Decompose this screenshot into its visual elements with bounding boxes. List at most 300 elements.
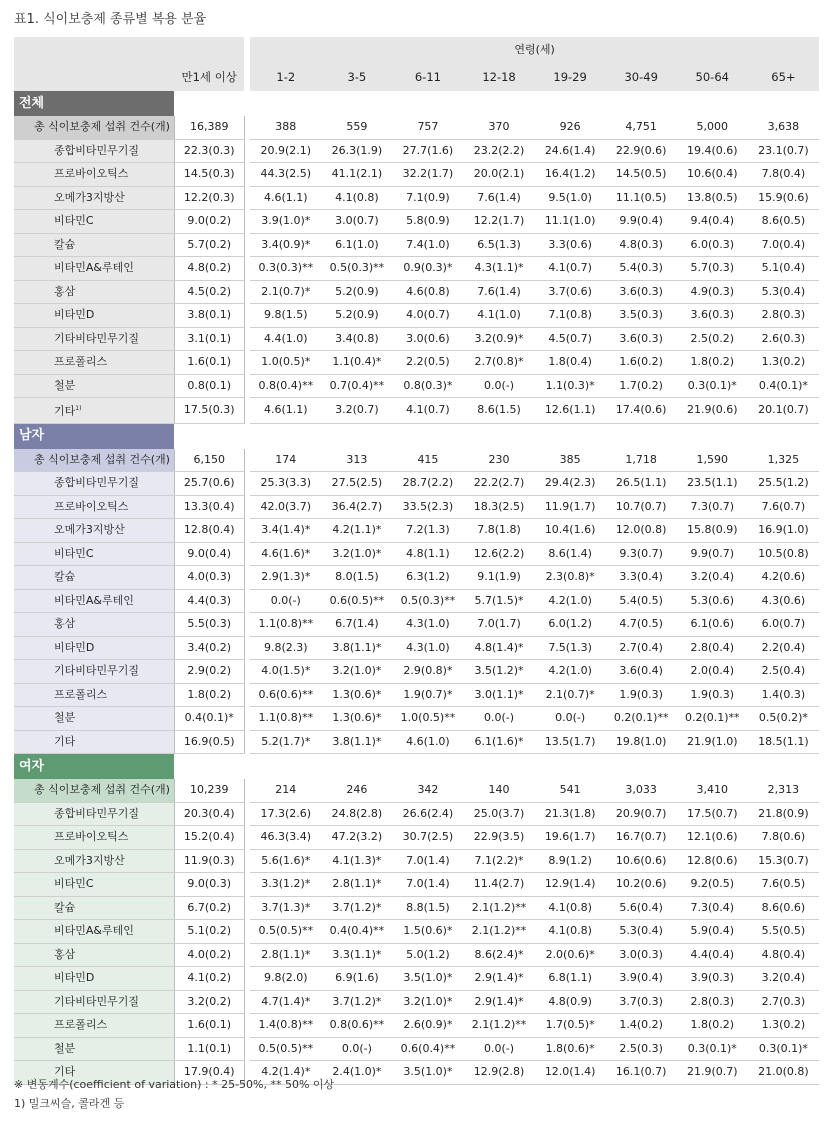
table-cell: 10.2(0.6) [606, 873, 677, 897]
table-row [14, 730, 819, 754]
table-cell: 926 [535, 116, 606, 139]
table-cell: 28.7(2.2) [392, 472, 463, 496]
table-cell: 0.5(0.5)** [250, 1037, 321, 1061]
table-row [14, 896, 819, 920]
table-cell: 0.0(-) [535, 707, 606, 731]
table-cell: 4.6(1.6)* [250, 542, 321, 566]
table-cell: 3.6(0.4) [606, 660, 677, 684]
table-cell: 4.1(0.2) [174, 967, 244, 991]
table-cell: 21.8(0.9) [748, 802, 819, 826]
table-cell: 3.5(0.3) [606, 304, 677, 328]
table-row [14, 660, 819, 684]
table-cell: 313 [321, 449, 392, 472]
table-cell: 3.6(0.3) [606, 327, 677, 351]
row-label [14, 186, 174, 210]
table-cell: 4.8(1.4)* [463, 636, 534, 660]
table-cell: 3.4(0.2) [174, 636, 244, 660]
table-cell: 7.1(0.8) [535, 304, 606, 328]
row-label-text: 철분 [54, 1041, 76, 1055]
row-label [14, 398, 174, 424]
table-cell: 1.3(0.6)* [321, 707, 392, 731]
table-cell: 4,751 [606, 116, 677, 139]
table-cell: 5.6(0.4) [606, 896, 677, 920]
table-cell: 1.1(0.1) [174, 1037, 244, 1061]
table-cell: 17.4(0.6) [606, 398, 677, 424]
table-cell: 2.8(0.4) [677, 636, 748, 660]
row-label [14, 990, 174, 1014]
table-cell: 385 [535, 449, 606, 472]
table-cell: 46.3(3.4) [250, 826, 321, 850]
section-header-row [14, 91, 819, 116]
table-cell: 0.0(-) [250, 589, 321, 613]
table-cell: 3.3(1.2)* [250, 873, 321, 897]
row-label [14, 589, 174, 613]
table-cell: 3.1(0.1) [174, 327, 244, 351]
table-cell: 11.9(0.3) [174, 849, 244, 873]
table-cell: 1.8(0.2) [677, 1014, 748, 1038]
table-cell: 9.0(0.3) [174, 873, 244, 897]
table-cell: 2.9(0.8)* [392, 660, 463, 684]
table-cell: 6.1(0.6) [677, 613, 748, 637]
table-cell: 4.2(1.1)* [321, 519, 392, 543]
table-cell: 4.3(1.1)* [463, 257, 534, 281]
table-cell: 5.2(1.7)* [250, 730, 321, 754]
table-cell: 1.1(0.8)** [250, 613, 321, 637]
table-cell: 4.7(0.5) [606, 613, 677, 637]
table-cell: 4.2(1.4)* [250, 1061, 321, 1085]
table-row [14, 826, 819, 850]
table-cell: 9.9(0.4) [606, 210, 677, 234]
table-cell: 0.0(-) [321, 1037, 392, 1061]
table-cell: 17.3(2.6) [250, 802, 321, 826]
table-cell: 7.0(1.7) [463, 613, 534, 637]
table-cell: 2.3(0.8)* [535, 566, 606, 590]
table-cell: 3.0(0.6) [392, 327, 463, 351]
table-cell: 2.9(1.3)* [250, 566, 321, 590]
table-cell: 15.9(0.6) [748, 186, 819, 210]
table-row [14, 566, 819, 590]
table-row [14, 943, 819, 967]
table-cell: 26.6(2.4) [392, 802, 463, 826]
table-cell: 5.7(1.5)* [463, 589, 534, 613]
table-cell: 1,590 [677, 449, 748, 472]
row-label [14, 566, 174, 590]
table-cell: 16.9(1.0) [748, 519, 819, 543]
table-cell: 0.2(0.1)** [677, 707, 748, 731]
table-cell: 4.3(1.0) [392, 613, 463, 637]
table-cell: 24.8(2.8) [321, 802, 392, 826]
table-cell: 6.0(1.2) [535, 613, 606, 637]
row-label [14, 779, 174, 802]
table-cell: 559 [321, 116, 392, 139]
table-cell: 12.0(1.4) [535, 1061, 606, 1085]
row-label-text: 총 식이보충제 섭취 건수(개) [34, 783, 170, 797]
table-cell: 7.1(2.2)* [463, 849, 534, 873]
table-cell: 6.7(1.4) [321, 613, 392, 637]
table-cell: 1,325 [748, 449, 819, 472]
table-cell: 22.9(0.6) [606, 139, 677, 163]
table-cell: 16.1(0.7) [606, 1061, 677, 1085]
table-cell: 6.0(0.7) [748, 613, 819, 637]
table-cell: 7.0(1.4) [392, 873, 463, 897]
table-cell: 4.8(0.9) [535, 990, 606, 1014]
table-cell: 3.0(1.1)* [463, 683, 534, 707]
row-label-text: 기타 [54, 404, 76, 418]
column-header: 1-2 [250, 63, 321, 91]
table-cell: 214 [250, 779, 321, 802]
table-cell: 3.3(1.1)* [321, 943, 392, 967]
table-cell: 6.5(1.3) [463, 233, 534, 257]
table-cell: 6,150 [174, 449, 244, 472]
table-row [14, 327, 819, 351]
row-label-text: 비타민D [54, 308, 95, 322]
row-label [14, 495, 174, 519]
table-cell: 0.3(0.1)* [748, 1037, 819, 1061]
table-cell: 174 [250, 449, 321, 472]
table-cell: 20.1(0.7) [748, 398, 819, 424]
table-cell: 6.7(0.2) [174, 896, 244, 920]
table-cell: 3,410 [677, 779, 748, 802]
table-cell: 16.4(1.2) [535, 163, 606, 187]
row-label-text: 오메가3지방산 [54, 523, 125, 537]
row-label [14, 873, 174, 897]
table-cell: 4.1(1.0) [463, 304, 534, 328]
table-cell: 7.0(0.4) [748, 233, 819, 257]
table-row [14, 186, 819, 210]
row-label [14, 472, 174, 496]
table-cell: 17.5(0.3) [174, 398, 244, 424]
row-label-text: 기타 [54, 734, 76, 748]
table-cell: 8.6(2.4)* [463, 943, 534, 967]
row-label-text: 기타비타민무기질 [54, 994, 140, 1008]
column-header: 65+ [748, 63, 819, 91]
table-cell: 0.8(0.1) [174, 374, 244, 398]
row-label-text: 비타민C [54, 214, 94, 228]
table-cell: 3.3(0.4) [606, 566, 677, 590]
row-label [14, 116, 174, 139]
table-cell: 5.3(0.6) [677, 589, 748, 613]
section-1 [14, 423, 819, 754]
table-cell: 9.8(1.5) [250, 304, 321, 328]
row-label-text: 비타민A&루테인 [54, 261, 134, 275]
row-label-text: 오메가3지방산 [54, 190, 125, 204]
table-cell: 2.6(0.9)* [392, 1014, 463, 1038]
table-cell: 7.6(1.4) [463, 186, 534, 210]
table-cell: 12.0(0.8) [606, 519, 677, 543]
table-cell: 0.5(0.3)** [321, 257, 392, 281]
table-cell: 2.5(0.2) [677, 327, 748, 351]
row-label [14, 896, 174, 920]
table-cell: 6.9(1.6) [321, 967, 392, 991]
table-cell: 22.2(2.7) [463, 472, 534, 496]
table-cell: 3.0(0.7) [321, 210, 392, 234]
header-first-col-top [174, 37, 244, 63]
table-cell: 41.1(2.1) [321, 163, 392, 187]
table-cell: 0.8(0.3)* [392, 374, 463, 398]
table-cell: 5.8(0.9) [392, 210, 463, 234]
table-cell: 12.9(1.4) [535, 873, 606, 897]
table-cell: 9.5(1.0) [535, 186, 606, 210]
table-row [14, 990, 819, 1014]
table-cell: 9.8(2.3) [250, 636, 321, 660]
table-cell: 4.1(0.8) [535, 920, 606, 944]
row-label-text: 칼슘 [54, 570, 76, 584]
row-label [14, 139, 174, 163]
row-label-text: 비타민A&루테인 [54, 593, 134, 607]
table-cell: 23.2(2.2) [463, 139, 534, 163]
table-cell: 5.9(0.4) [677, 920, 748, 944]
column-header: 30-49 [606, 63, 677, 91]
table-cell: 10.6(0.4) [677, 163, 748, 187]
table-cell: 0.0(-) [463, 1037, 534, 1061]
table-cell: 4.1(0.8) [535, 896, 606, 920]
table-cell: 15.3(0.7) [748, 849, 819, 873]
table-row [14, 472, 819, 496]
table-cell: 4.4(1.0) [250, 327, 321, 351]
table-cell: 21.9(0.7) [677, 1061, 748, 1085]
footnote-cv: ※ 변동계수(coefficient of variation) : * 25-50%, ** 50% 이상 [14, 1078, 335, 1091]
table-cell: 1.1(0.4)* [321, 351, 392, 375]
table-row [14, 374, 819, 398]
table-cell: 3.2(0.9)* [463, 327, 534, 351]
row-label-text: 프로바이오틱스 [54, 499, 129, 513]
table-cell: 36.4(2.7) [321, 495, 392, 519]
section-2 [14, 754, 819, 1085]
table-cell: 1.0(0.5)* [250, 351, 321, 375]
table-cell: 4.0(1.5)* [250, 660, 321, 684]
table-cell: 1.8(0.6)* [535, 1037, 606, 1061]
table-cell: 7.6(1.4) [463, 280, 534, 304]
table-row [14, 304, 819, 328]
row-label-text: 총 식이보충제 섭취 건수(개) [34, 452, 170, 466]
table-cell: 22.9(3.5) [463, 826, 534, 850]
table-cell: 12.2(1.7) [463, 210, 534, 234]
table-cell: 0.6(0.4)** [392, 1037, 463, 1061]
table-cell: 3.2(0.2) [174, 990, 244, 1014]
table-cell: 1.1(0.3)* [535, 374, 606, 398]
row-label [14, 683, 174, 707]
table-row [14, 116, 819, 139]
table-cell: 4.1(0.7) [392, 398, 463, 424]
row-label [14, 351, 174, 375]
table-cell: 25.0(3.7) [463, 802, 534, 826]
section-header-row [14, 423, 819, 449]
table-cell: 5.6(1.6)* [250, 849, 321, 873]
table-cell: 20.9(2.1) [250, 139, 321, 163]
table-cell: 4.8(0.3) [606, 233, 677, 257]
table-cell: 4.8(0.2) [174, 257, 244, 281]
row-label [14, 636, 174, 660]
table-cell: 14.5(0.5) [606, 163, 677, 187]
row-label-text: 프로폴리스 [54, 355, 108, 369]
table-cell: 25.5(1.2) [748, 472, 819, 496]
section-label: 남자 [14, 423, 174, 449]
table-cell: 18.5(1.1) [748, 730, 819, 754]
table-cell: 2.8(0.3) [677, 990, 748, 1014]
row-label-text: 종합비타민무기질 [54, 476, 140, 490]
table-cell: 3.7(1.2)* [321, 990, 392, 1014]
table-cell: 3.7(0.6) [535, 280, 606, 304]
table-cell: 3.4(0.9)* [250, 233, 321, 257]
row-label-text: 철분 [54, 711, 76, 725]
table-cell: 4.4(0.4) [677, 943, 748, 967]
row-label-text: 홍삼 [54, 947, 76, 961]
table-cell: 5.0(1.2) [392, 943, 463, 967]
table-cell: 5.7(0.3) [677, 257, 748, 281]
table-cell: 2.0(0.6)* [535, 943, 606, 967]
table-cell: 16,389 [174, 116, 244, 139]
table-cell: 2.0(0.4) [677, 660, 748, 684]
table-cell: 20.3(0.4) [174, 802, 244, 826]
table-cell: 415 [392, 449, 463, 472]
row-label [14, 1037, 174, 1061]
table-cell: 7.1(0.9) [392, 186, 463, 210]
table-cell: 7.4(1.0) [392, 233, 463, 257]
row-label-text: 기타비타민무기질 [54, 331, 140, 345]
row-label-text: 프로폴리스 [54, 1018, 108, 1032]
table-cell: 757 [392, 116, 463, 139]
table-cell: 12.8(0.6) [677, 849, 748, 873]
table-cell: 22.3(0.3) [174, 139, 244, 163]
column-header: 50-64 [677, 63, 748, 91]
column-header: 3-5 [321, 63, 392, 91]
table-cell: 1.1(0.8)** [250, 707, 321, 731]
table-cell: 5.7(0.2) [174, 233, 244, 257]
table-cell: 3.5(1.0)* [392, 967, 463, 991]
table-cell: 3.8(1.1)* [321, 636, 392, 660]
section-0 [14, 91, 819, 423]
table-cell: 12.2(0.3) [174, 186, 244, 210]
table-cell: 4.5(0.2) [174, 280, 244, 304]
table-row [14, 351, 819, 375]
table-row [14, 849, 819, 873]
table-cell: 0.9(0.3)* [392, 257, 463, 281]
table-cell: 4.0(0.3) [174, 566, 244, 590]
table-cell: 27.5(2.5) [321, 472, 392, 496]
table-cell: 6.1(1.0) [321, 233, 392, 257]
table-row [14, 233, 819, 257]
table-cell: 4.1(1.3)* [321, 849, 392, 873]
table-cell: 7.0(1.4) [392, 849, 463, 873]
table-cell: 21.3(1.8) [535, 802, 606, 826]
table-cell: 4.1(0.8) [321, 186, 392, 210]
row-label-text: 프로바이오틱스 [54, 830, 129, 844]
row-label [14, 210, 174, 234]
table-cell: 1.0(0.5)** [392, 707, 463, 731]
table-cell: 9.3(0.7) [606, 542, 677, 566]
row-label-text: 종합비타민무기질 [54, 143, 140, 157]
row-label [14, 943, 174, 967]
table-cell: 0.0(-) [463, 374, 534, 398]
row-label-text: 기타비타민무기질 [54, 664, 140, 678]
table-cell: 14.5(0.3) [174, 163, 244, 187]
table-cell: 13.5(1.7) [535, 730, 606, 754]
table-cell: 4.0(0.7) [392, 304, 463, 328]
table-cell: 2.9(1.4)* [463, 967, 534, 991]
table-cell: 17.5(0.7) [677, 802, 748, 826]
table-cell: 7.6(0.7) [748, 495, 819, 519]
table-cell: 3.2(0.7) [321, 398, 392, 424]
row-label-text: 비타민A&루테인 [54, 924, 134, 938]
table-cell: 3.6(0.3) [677, 304, 748, 328]
table-cell: 5.1(0.2) [174, 920, 244, 944]
row-label [14, 519, 174, 543]
table-cell: 12.8(0.4) [174, 519, 244, 543]
table-cell: 19.8(1.0) [606, 730, 677, 754]
table-cell: 3,033 [606, 779, 677, 802]
table-cell: 5,000 [677, 116, 748, 139]
row-label-text: 오메가3지방산 [54, 853, 125, 867]
table-cell: 2.2(0.5) [392, 351, 463, 375]
table-cell: 4.7(1.4)* [250, 990, 321, 1014]
table-cell: 2.5(0.3) [606, 1037, 677, 1061]
header-corner-bottom [14, 63, 174, 91]
table-cell: 2.1(1.2)** [463, 1014, 534, 1038]
table-cell: 2,313 [748, 779, 819, 802]
table-cell: 1.8(0.4) [535, 351, 606, 375]
table-cell: 3.7(1.2)* [321, 896, 392, 920]
table-cell: 1.8(0.2) [677, 351, 748, 375]
table-cell: 7.3(0.7) [677, 495, 748, 519]
table-cell: 5.4(0.3) [606, 257, 677, 281]
table-cell: 25.3(3.3) [250, 472, 321, 496]
table-cell: 5.3(0.4) [606, 920, 677, 944]
table-cell: 1.6(0.1) [174, 351, 244, 375]
column-header: 만1세 이상 [174, 63, 244, 91]
table-cell: 23.1(0.7) [748, 139, 819, 163]
table-cell: 3.8(1.1)* [321, 730, 392, 754]
table-cell: 4.6(1.1) [250, 398, 321, 424]
table-cell: 2.9(0.2) [174, 660, 244, 684]
table-cell: 246 [321, 779, 392, 802]
table-cell: 4.2(0.6) [748, 566, 819, 590]
table-cell: 11.1(0.5) [606, 186, 677, 210]
table-row [14, 210, 819, 234]
table-row [14, 589, 819, 613]
table-cell: 8.0(1.5) [321, 566, 392, 590]
table-cell: 9.0(0.2) [174, 210, 244, 234]
table-cell: 0.2(0.1)** [606, 707, 677, 731]
row-label [14, 327, 174, 351]
table-cell: 6.8(1.1) [535, 967, 606, 991]
table-row [14, 683, 819, 707]
table-row [14, 139, 819, 163]
table-cell: 25.7(0.6) [174, 472, 244, 496]
table-cell: 0.0(-) [463, 707, 534, 731]
table-cell: 6.0(0.3) [677, 233, 748, 257]
table-cell: 20.0(2.1) [463, 163, 534, 187]
table-row [14, 1014, 819, 1038]
header-corner [14, 37, 174, 63]
table-title: 표1. 식이보충제 종류별 복용 분율 [14, 12, 207, 27]
table-cell: 33.5(2.3) [392, 495, 463, 519]
table-cell: 2.2(0.4) [748, 636, 819, 660]
table-cell: 4.3(0.6) [748, 589, 819, 613]
table-cell: 9.8(2.0) [250, 967, 321, 991]
row-label [14, 826, 174, 850]
table-cell: 2.7(0.4) [606, 636, 677, 660]
table-cell: 12.6(1.1) [535, 398, 606, 424]
table-cell: 8.8(1.5) [392, 896, 463, 920]
table-cell: 2.1(1.2)** [463, 920, 534, 944]
row-label-text: 홍삼 [54, 617, 76, 631]
table-cell: 3.2(1.0)* [392, 990, 463, 1014]
table-row [14, 163, 819, 187]
table-cell: 2.1(0.7)* [250, 280, 321, 304]
table-cell: 4.2(1.0) [535, 660, 606, 684]
table-cell: 10,239 [174, 779, 244, 802]
table-row [14, 257, 819, 281]
